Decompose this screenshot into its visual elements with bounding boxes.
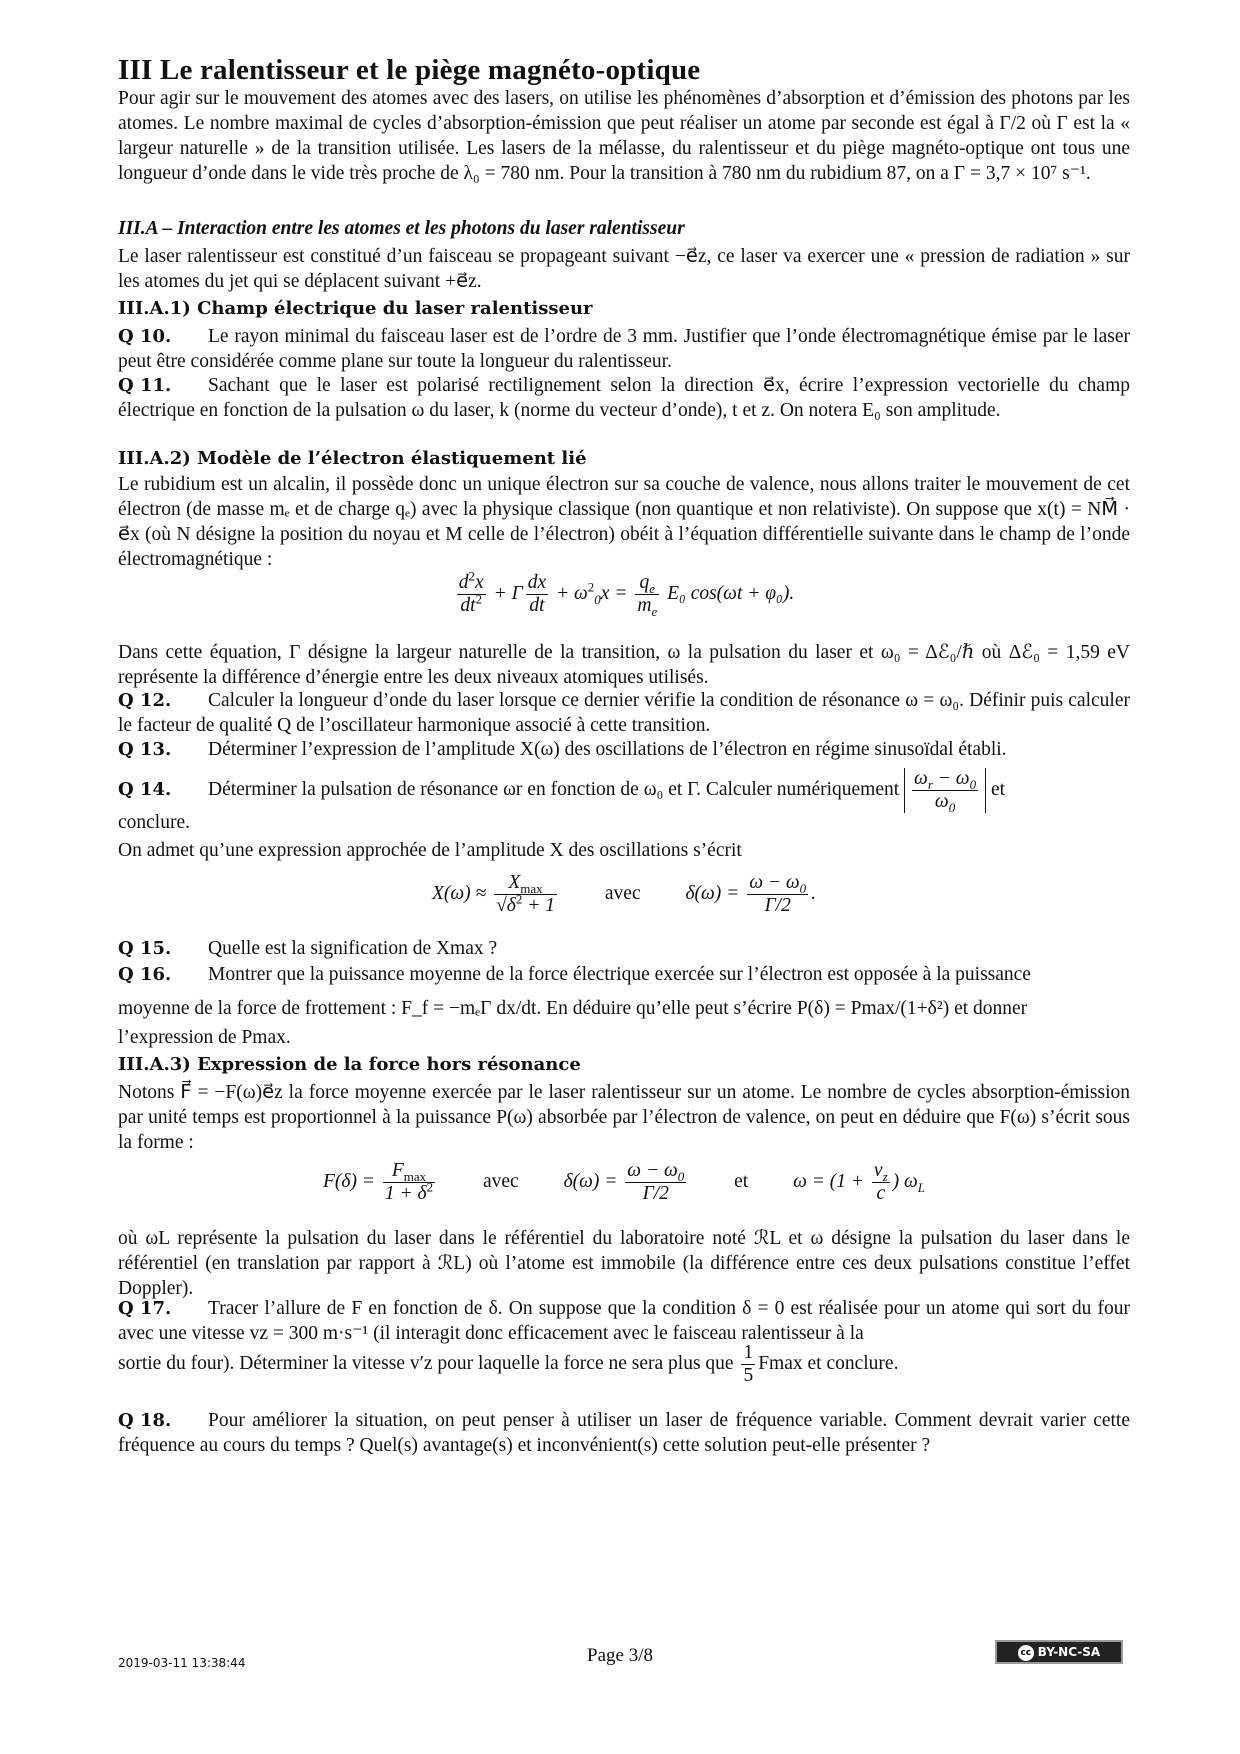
word-et: et — [734, 1170, 749, 1192]
question-text: Déterminer la pulsation de résonance ωr en fonction de ω₀ et Γ. Calculer numériquement — [208, 778, 900, 800]
question-16-line3: l’expression de Pmax. — [118, 1027, 291, 1048]
equation-force: F(δ) = $\frac{F_{max}}{1 + \delta^2}$ avec δ(ω) = $\frac{\omega - \omega_0}{\Gamma/2}$ et ω = (1 + $\frac{v_z}{c}$ ) $\omega_L$ — [322, 1160, 926, 1204]
question-text-et: et — [990, 778, 1006, 800]
question-11 — [118, 373, 1130, 423]
question-14 — [118, 768, 1130, 813]
license-badge — [995, 1640, 1123, 1664]
equation-amplitude: X(ω) ≈ $\frac{X_{max}}{√\delta^2 + 1}$ avec δ(ω) = $\frac{\omega - \omega_0}{\Gamma/2}$ . — [431, 872, 817, 916]
question-13 — [118, 737, 1130, 762]
question-label: Q 18. — [118, 1410, 172, 1431]
question-text: Déterminer l’expression de l’amplitude X(ω) des oscillations de l’électron en régime sinusoïdal établi. — [208, 739, 1007, 760]
intro-paragraph: Pour agir sur le mouvement des atomes avec des lasers, on utilise les phénomènes d’absorption et d’émission des photons par les atomes. Le nombre maximal de cycles d’absorption-émission que peut réaliser un atome par seconde est égal à Γ/2 où Γ est la « largeur naturelle » de la transition utilisée. Les lasers de la mélasse, du ralentisseur et du piège magnéto-optique ont tous une longueur d’onde dans le vide très proche de λ₀ = 780 nm. Pour la transition à 780 nm du rubidium 87, on a Γ = 3,7 × 10⁷ s⁻¹. — [118, 88, 1130, 184]
part-a-intro: Le laser ralentisseur est constitué d’un faisceau se propageant suivant −e⃗z, ce laser va exercer une « pression de radiation » sur les atomes du jet qui se déplacent suivant +e⃗z. — [118, 246, 1130, 292]
question-label: Q 15. — [118, 938, 172, 959]
word-avec: avec — [604, 882, 641, 904]
question-label: Q 12. — [118, 690, 172, 711]
question-label: Q 16. — [118, 964, 172, 985]
license-text: BY-NC-SA — [1037, 1645, 1101, 1659]
subsection-2-text: Le rubidium est un alcalin, il possède donc un unique électron sur sa couche de valence, nous allons traiter le mouvement de cet électron (de masse mₑ et de charge qₑ) avec la physique classique (non quantique et non relativiste). On suppose que x(t) = NM⃗ · e⃗x (où N désigne la position du noyau et M celle de l’électron) obéit à l’équation différentielle suivante dans le champ de l’onde électromagnétique : — [118, 474, 1130, 570]
question-text: sortie du four). Déterminer la vitesse v′z pour laquelle la force ne sera plus que — [118, 1352, 734, 1374]
subsection-3-title: III.A.3) Expression de la force hors résonance — [118, 1054, 581, 1075]
question-text: Tracer l’allure de F en fonction de δ. On suppose que la condition δ = 0 est réalisée pour un atome qui sort du four avec une vitesse vz = 300 m·s⁻¹ (il interagit donc efficacement avec le faisceau ralentisseur à la — [118, 1298, 1130, 1344]
page-number: Page 3/8 — [587, 1645, 653, 1666]
subsection-2-after: Dans cette équation, Γ désigne la largeur naturelle de la transition, ω la pulsation du laser et ω₀ = Δℰ₀/ℏ où Δℰ₀ = 1,59 eV représente la différence d’énergie entre les deux niveaux atomiques utilisés. — [118, 642, 1130, 688]
section-title: III Le ralentisseur et le piège magnéto-optique — [118, 54, 701, 86]
subsection-3-after: où ωL représente la pulsation du laser dans le référentiel du laboratoire noté ℛL et ω désigne la pulsation du laser dans le référentiel (en translation par rapport à ℛL) où l’atome est immobile (la différence entre ces deux pulsations constitue l’effet Doppler). — [118, 1228, 1130, 1299]
admit-text: On admet qu’une expression approchée de l’amplitude X des oscillations s’écrit — [118, 840, 742, 861]
question-15 — [118, 936, 1130, 961]
cc-icon: cc — [1018, 1645, 1034, 1661]
question-text: Quelle est la signification de Xmax ? — [208, 938, 498, 959]
question-14-end: conclure. — [118, 812, 191, 833]
footer-date: 2019-03-11 13:38:44 — [118, 1656, 246, 1670]
subsection-1-title: III.A.1) Champ électrique du laser ralentisseur — [118, 298, 593, 319]
question-17 — [118, 1296, 1130, 1346]
equation-oscillator: $\frac{d^2x}{dt^2}$ + Γ $\frac{dx}{dt}$ + $\omega^2_0x$ = $\frac{q_e}{m_e}$ E₀ cos(ωt + φ₀). — [458, 568, 795, 619]
question-text: Le rayon minimal du faisceau laser est de l’ordre de 3 mm. Justifier que l’onde électromagnétique émise par le laser peut être considérée comme plane sur toute la longueur du ralentisseur. — [118, 326, 1130, 372]
subsection-3-text: Notons F⃗ = −F(ω)e⃗z la force moyenne exercée par le laser ralentisseur sur un atome. Le nombre de cycles absorption-émission par unité temps est proportionnel à la puissance P(ω) absorbée par l’électron de valence, on peut en déduire que F(ω) s’écrit sous la forme : — [118, 1082, 1130, 1153]
question-12 — [118, 688, 1130, 738]
question-text: Sachant que le laser est polarisé rectilignement selon la direction e⃗x, écrire l’expression vectorielle du champ électrique en fonction de la pulsation ω du laser, k (norme du vecteur d’onde), t et z. On notera E₀ son amplitude. — [118, 375, 1130, 421]
question-text: Pour améliorer la situation, on peut penser à utiliser un laser de fréquence variable. Comment devrait varier cette fréquence au cours du temps ? Quel(s) avantage(s) et inconvénient(s) cette solution peut-elle présenter ? — [118, 1410, 1130, 1456]
question-label: Q 11. — [118, 375, 172, 396]
question-label: Q 13. — [118, 739, 172, 760]
question-text: Calculer la longueur d’onde du laser lorsque ce dernier vérifie la condition de résonance ω = ω₀. Définir puis calculer le facteur de qualité Q de l’oscillateur harmonique associé à cette transition. — [118, 690, 1130, 736]
question-label: Q 17. — [118, 1298, 172, 1319]
part-a-title: III.A – Interaction entre les atomes et les photons du laser ralentisseur — [118, 218, 685, 239]
word-avec: avec — [482, 1170, 519, 1192]
relative-shift-expression: $\frac{\omega_r - \omega_0}{\omega_0}$ — [904, 768, 986, 813]
question-10 — [118, 324, 1130, 374]
question-text: Montrer que la puissance moyenne de la force électrique exercée sur l’électron est opposée à la puissance — [208, 964, 1031, 985]
question-text-end: Fmax et conclure. — [758, 1352, 899, 1374]
equation-rhs: E₀ cos(ωt + φ₀). — [667, 582, 795, 604]
subsection-2-title: III.A.2) Modèle de l’électron élastiquement lié — [118, 448, 587, 469]
question-17-line3 — [118, 1342, 1130, 1387]
question-16-line2: moyenne de la force de frottement : F_f = −mₑΓ dx/dt. En déduire qu’elle peut s’écrire P(δ) = Pmax/(1+δ²) et donner — [118, 998, 1028, 1019]
question-16 — [118, 962, 1130, 987]
question-label: Q 14. — [118, 778, 172, 800]
question-18 — [118, 1408, 1130, 1458]
question-label: Q 10. — [118, 326, 172, 347]
fraction-one-fifth: $\frac{1}{5}$ — [743, 1342, 754, 1386]
